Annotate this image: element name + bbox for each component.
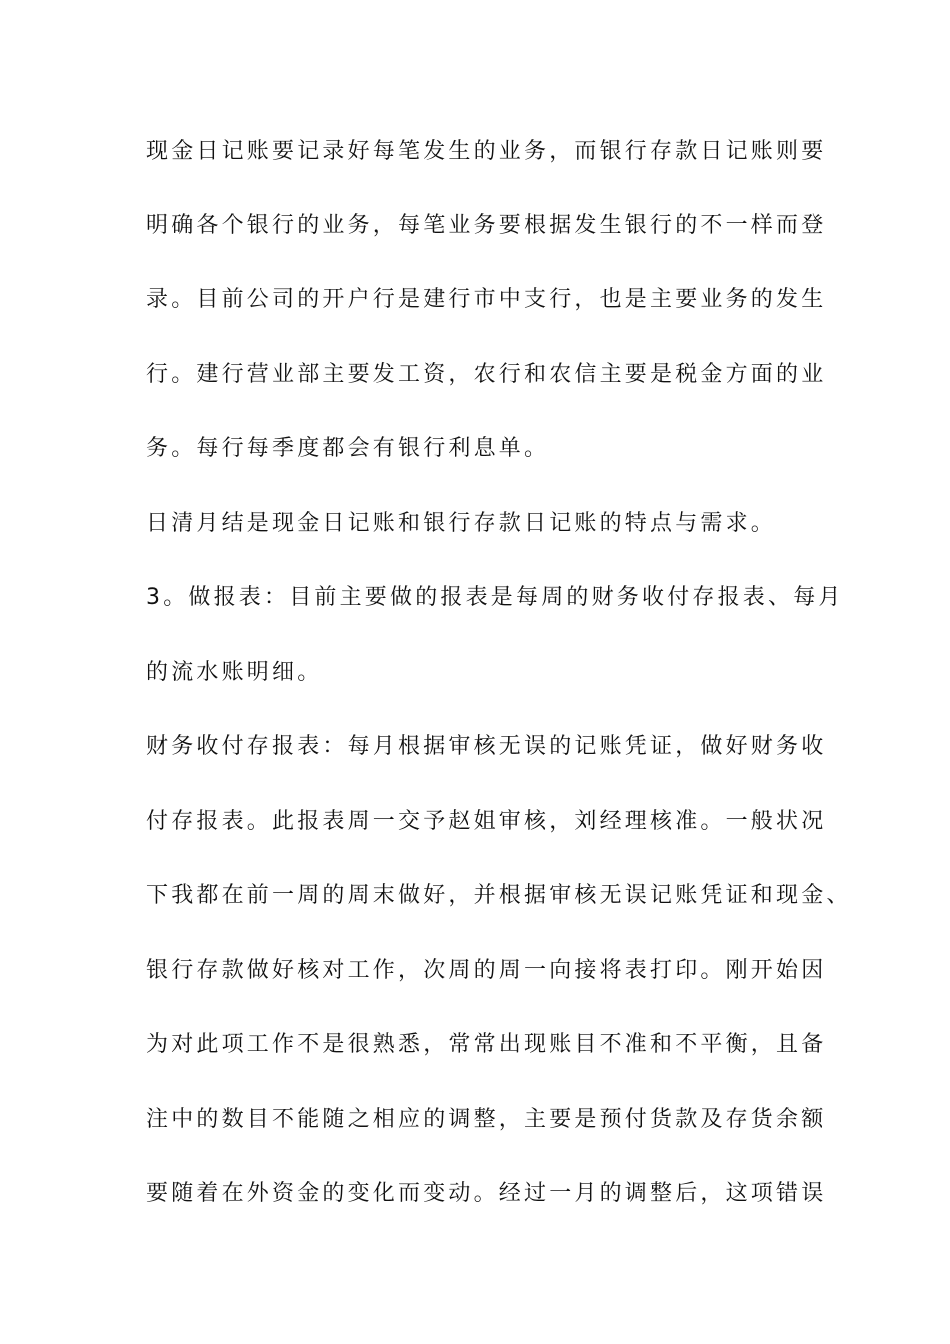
paragraph-line: 3。做报表：目前主要做的报表是每周的财务收付存报表、每月 (146, 585, 844, 610)
paragraph-line: 付存报表。此报表周一交予赵姐审核，刘经理核准。一般状况 (146, 809, 827, 834)
paragraph-line: 日清月结是现金日记账和银行存款日记账的特点与需求。 (146, 511, 777, 536)
paragraph-line: 务。每行每季度都会有银行利息单。 (146, 436, 550, 461)
paragraph-line: 要随着在外资金的变化而变动。经过一月的调整后，这项错误 (146, 1181, 827, 1206)
paragraph-line: 的流水账明细。 (146, 660, 323, 685)
paragraph-line: 为对此项工作不是很熟悉，常常出现账目不准和不平衡，且备 (146, 1032, 827, 1057)
paragraph-line: 下我都在前一周的周末做好，并根据审核无误记账凭证和现金、 (146, 883, 852, 908)
paragraph-line: 注中的数目不能随之相应的调整，主要是预付货款及存货余额 (146, 1107, 827, 1132)
paragraph-line: 录。目前公司的开户行是建行市中支行，也是主要业务的发生 (146, 287, 827, 312)
paragraph-line: 银行存款做好核对工作，次周的周一向接将表打印。刚开始因 (146, 958, 827, 983)
paragraph-line: 行。建行营业部主要发工资，农行和农信主要是税金方面的业 (146, 362, 827, 387)
paragraph-line: 明确各个银行的业务，每笔业务要根据发生银行的不一样而登 (146, 213, 827, 238)
paragraph-line: 财务收付存报表：每月根据审核无误的记账凭证，做好财务收 (146, 734, 827, 759)
paragraph-line: 现金日记账要记录好每笔发生的业务，而银行存款日记账则要 (146, 139, 827, 164)
